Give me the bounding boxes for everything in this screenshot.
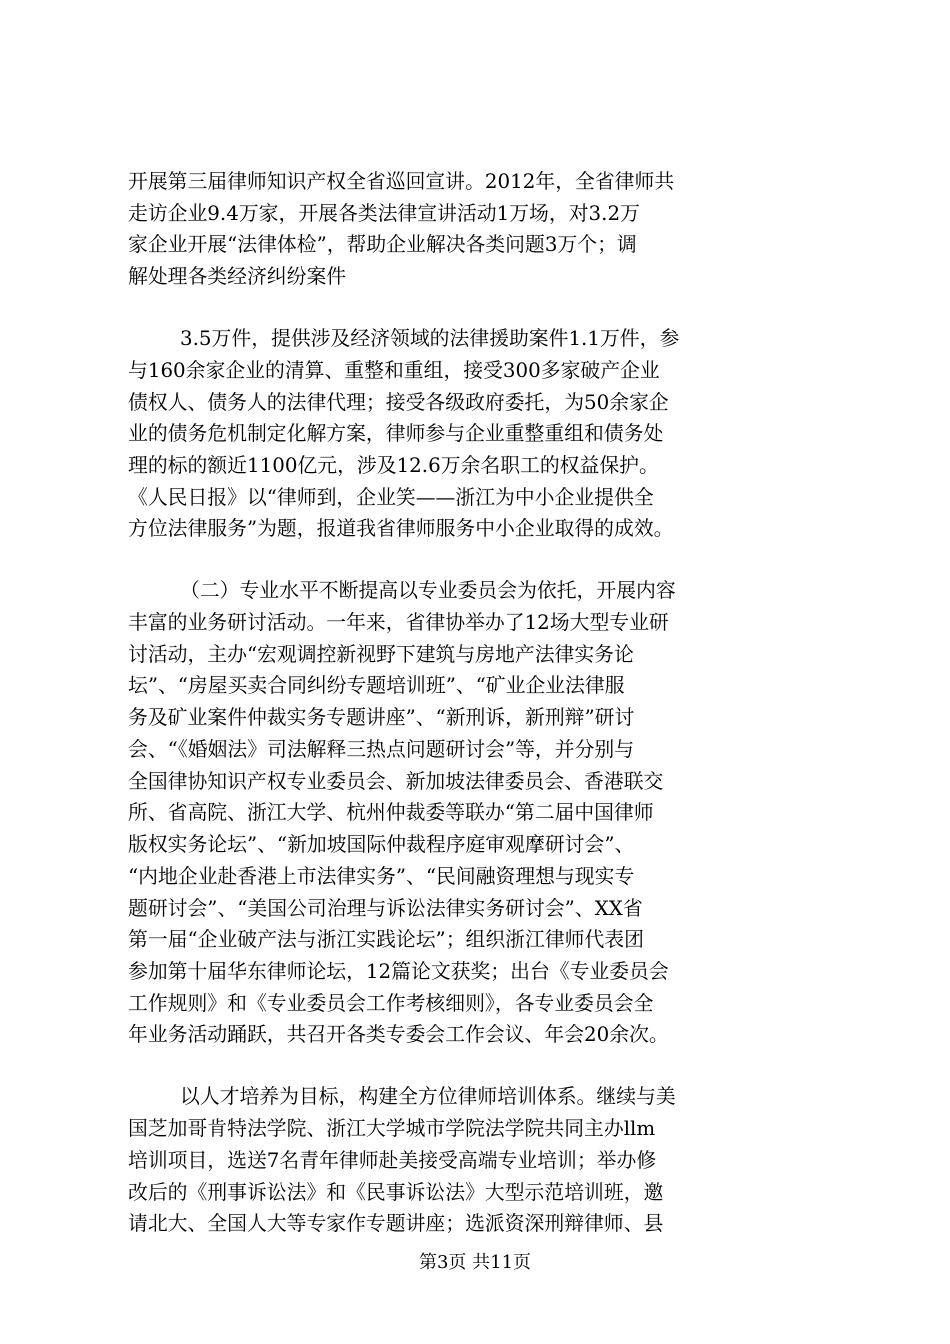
- paragraph-line: 讨活动，主办“宏观调控新视野下建筑与房地产法律实务论: [128, 642, 634, 666]
- paragraph-line: 参加第十届华东律师论坛，12篇论文获奖；出台《专业委员会: [128, 960, 669, 984]
- paragraph-line: 版权实务论坛”、“新加坡国际仲裁程序庭审观摩研讨会”、: [128, 833, 635, 857]
- paragraph-line: 全国律协知识产权专业委员会、新加坡法律委员会、香港联交: [128, 769, 664, 793]
- paragraph-line: 方位法律服务”为题，报道我省律师服务中小企业取得的成效。: [128, 517, 674, 541]
- paragraph-line: 培训项目，选送7名青年律师赴美接受高端专业培训；举办修: [128, 1148, 657, 1172]
- paragraph-line: 解处理各类经济纠纷案件: [128, 265, 347, 289]
- paragraph-line: 以人才培养为目标，构建全方位律师培训体系。继续与美: [180, 1085, 676, 1109]
- paragraph-line: 第一届“企业破产法与浙江实践论坛”；组织浙江律师代表团: [128, 928, 644, 952]
- paragraph-line: 请北大、全国人大等专家作专题讲座；选派资深刑辩律师、县: [128, 1212, 664, 1236]
- paragraph-line: 年业务活动踊跃，共召开各类专委会工作会议、年会20余次。: [128, 1023, 669, 1047]
- paragraph-line: 所、省高院、浙江大学、杭州仲裁委等联办“第二届中国律师: [128, 801, 654, 825]
- paragraph-line: 家企业开展“法律体检”，帮助企业解决各类问题3万个；调: [128, 233, 637, 257]
- paragraph-line: 国芝加哥肯特法学院、浙江大学城市学院法学院共同主办llm: [128, 1117, 656, 1141]
- paragraph-line: 走访企业9.4万家，开展各类法律宣讲活动1万场，对3.2万: [128, 201, 640, 225]
- paragraph-line: 业的债务危机制定化解方案，律师参与企业重整重组和债务处: [128, 422, 664, 446]
- paragraph-line: 会、“《婚姻法》司法解释三热点问题研讨会”等，并分别与: [128, 737, 635, 761]
- paragraph-line: 3.5万件，提供涉及经济领域的法律援助案件1.1万件，参: [180, 327, 680, 351]
- paragraph-line: （二）专业水平不断提高以专业委员会为依托，开展内容: [180, 579, 676, 603]
- paragraph-line: 工作规则》和《专业委员会工作考核细则》，各专业委员会全: [128, 991, 654, 1015]
- paragraph-line: 务及矿业案件仲裁实务专题讲座”、“新刑诉，新刑辩”研讨: [128, 706, 635, 730]
- paragraph-line: 债权人、债务人的法律代理；接受各级政府委托，为50余家企: [128, 390, 669, 414]
- paragraph-line: 理的标的额近1100亿元，涉及12.6万余名职工的权益保护。: [128, 453, 659, 477]
- paragraph-line: 与160余家企业的清算、重整和重组，接受300多家破产企业: [128, 358, 660, 382]
- page-number-footer: 第3页 共11页: [418, 1252, 532, 1273]
- paragraph-line: 改后的《刑事诉讼法》和《民事诉讼法》大型示范培训班，邀: [128, 1180, 664, 1204]
- paragraph-line: 开展第三届律师知识产权全省巡回宣讲。2012年，全省律师共: [128, 170, 675, 193]
- paragraph-line: 题研讨会”、“美国公司治理与诉讼法律实务研讨会”、XX省: [128, 896, 643, 920]
- paragraph-line: “内地企业赴香港上市法律实务”、“民间融资理想与现实专: [128, 864, 635, 888]
- paragraph-line: 坛”、“房屋买卖合同纠纷专题培训班”、“矿业企业法律服: [128, 674, 625, 698]
- paragraph-line: 丰富的业务研讨活动。一年来，省律协举办了12场大型专业研: [128, 611, 669, 635]
- paragraph-line: 《人民日报》以“律师到，企业笑——浙江为中小企业提供全: [128, 485, 654, 509]
